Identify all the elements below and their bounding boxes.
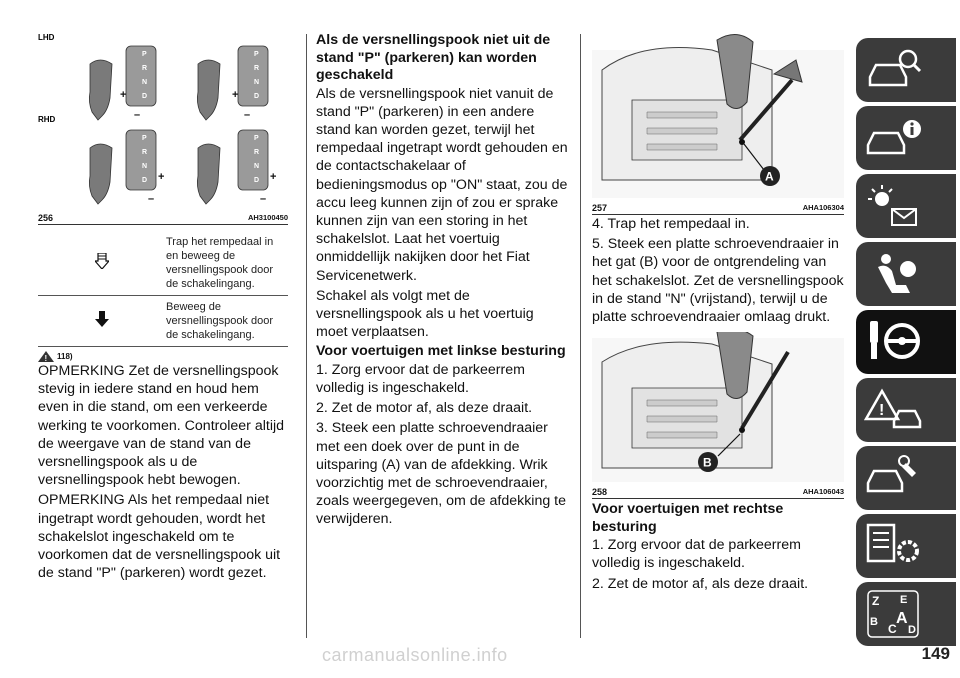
symbol-description: Beweeg de versnellingspook door de schakelingang. <box>166 296 288 347</box>
svg-text:Z: Z <box>872 594 880 608</box>
figure-number: 257 <box>592 203 608 213</box>
svg-text:R: R <box>142 65 148 72</box>
symbol-description: Trap het rempedaal in en beweeg de versnellingspook door de schakelingang. <box>166 236 274 290</box>
body-paragraph: Als de versnellingspook niet vanuit de stand "P" (parkeren) in een andere stand kan worden gezet, terwijl het rempedaal ingetrapt wordt gehouden en de contactschakelaar of bedieningsmodus op "ON" staat, zou de accu leeg kunnen zijn of zou er sprake kunnen zijn van een storing in het schakelslot. Laat het voertuig onmiddellijk nakijken door het Fiat Servicenetwerk. <box>316 85 568 284</box>
svg-text:–: – <box>134 109 141 121</box>
figure-number: 258 <box>592 487 608 498</box>
svg-text:–: – <box>148 193 155 205</box>
step-item: 1. Zorg ervoor dat de parkeerrem volledig is ingeschakeld. <box>592 537 801 572</box>
svg-text:N: N <box>254 79 260 86</box>
warning-triangle-icon <box>38 351 54 362</box>
step-item: 5. Steek een platte schroevendraaier in het gat (B) voor de ontgrendeling van het schakelslot. Zet de versnellingspook in de stand "N" (vrijstand), terwijl u de platte schroevendraaier omlaag drukt. <box>592 236 844 326</box>
figure-code: AHA106043 <box>802 487 844 497</box>
lhd-label: LHD <box>38 33 55 42</box>
svg-text:A: A <box>896 610 908 627</box>
svg-text:!: ! <box>44 354 48 362</box>
seat-airbag-icon <box>864 249 924 299</box>
move-arrow-icon <box>38 296 166 347</box>
chapter-tab-emergency[interactable] <box>856 378 956 442</box>
callout-a: A <box>765 169 774 184</box>
data-settings-icon <box>864 521 924 571</box>
figure-257 <box>592 30 844 215</box>
column-1 <box>38 30 288 584</box>
section-heading: Als de versnellingspook niet uit de stand "P" (parkeren) kan worden geschakeld <box>316 32 551 83</box>
figure-caption-257 <box>592 203 844 215</box>
svg-text:E: E <box>900 594 908 606</box>
shiftlock-release-illustration <box>592 332 844 482</box>
svg-text:P: P <box>142 51 147 58</box>
column-3 <box>592 30 844 595</box>
step-item: 3. Steek een platte schroevendraaier met een doek over de punt in de uitsparing (A) van de afdekking. Wrik voorzichtig met de schroevendraaier, zoals weergegeven, om de afdekking te verwijderen. <box>316 420 567 528</box>
body-paragraph: Schakel als volgt met de versnellingspook als u het voertuig moet verplaatsen. <box>316 287 534 341</box>
svg-text:C: C <box>888 622 897 636</box>
pedal-and-move-arrow-icon <box>38 231 166 296</box>
figure-caption-258 <box>592 487 844 499</box>
svg-text:R: R <box>254 65 260 72</box>
svg-text:N: N <box>142 163 148 170</box>
column-divider <box>580 34 581 638</box>
svg-text:P: P <box>254 51 259 58</box>
chapter-tab-technical-data[interactable] <box>856 514 956 578</box>
chapter-tab-warning-lights[interactable] <box>856 174 956 238</box>
column-2 <box>316 30 568 531</box>
alphabet-index-icon <box>864 589 924 639</box>
svg-text:–: – <box>244 109 251 121</box>
note-paragraph: OPMERKING Zet de versnellingspook stevig in iedere stand en houd hem even in die stand, om een verkeerde werking te voorkomen. Controleer altijd de weergave van de stand van de versnellingspook als u de versnellingspook hebt bewogen. <box>38 363 285 489</box>
gear-selector-illustration <box>38 30 288 208</box>
svg-text:B: B <box>870 616 878 628</box>
figure-258 <box>592 332 844 499</box>
table-row <box>38 296 288 347</box>
figure-code: AHA106304 <box>802 203 844 212</box>
svg-text:N: N <box>254 163 260 170</box>
figure-256 <box>38 30 288 225</box>
svg-text:!: ! <box>879 402 885 419</box>
svg-text:–: – <box>260 193 267 205</box>
svg-text:N: N <box>142 79 148 86</box>
car-service-icon <box>864 453 924 503</box>
shifter-cover-illustration <box>592 30 844 198</box>
svg-text:P: P <box>142 135 147 142</box>
svg-text:R: R <box>142 149 148 156</box>
svg-text:D: D <box>142 177 148 184</box>
svg-text:D: D <box>908 624 916 636</box>
car-info-icon <box>864 113 924 163</box>
note-paragraph: OPMERKING Als het rempedaal niet ingetrapt wordt gehouden, wordt het schakelslot ingeschakeld om te voorkomen dat de versnellingspook uit de stand "P" (parkeren) wordt gezet. <box>38 492 281 582</box>
table-row <box>38 231 288 296</box>
chapter-tab-starting-driving[interactable] <box>856 310 956 374</box>
chapter-tab-index[interactable] <box>856 582 956 646</box>
chapter-tab-car-search[interactable] <box>856 38 956 102</box>
warning-lights-mail-icon <box>864 181 924 231</box>
symbol-table <box>38 231 288 347</box>
step-item: 1. Zorg ervoor dat de parkeerrem volledig is ingeschakeld. <box>316 361 525 397</box>
figure-code: AH3100450 <box>247 213 288 222</box>
rhd-label: RHD <box>38 115 56 124</box>
svg-text:P: P <box>254 135 259 142</box>
chapter-tab-service[interactable] <box>856 446 956 510</box>
key-steering-wheel-icon <box>864 317 924 367</box>
step-item: 4. Trap het rempedaal in. <box>592 216 750 232</box>
svg-text:D: D <box>142 93 148 100</box>
chapter-tab-car-info[interactable] <box>856 106 956 170</box>
warning-reference: ! 118) <box>38 351 288 362</box>
svg-text:D: D <box>254 93 260 100</box>
section-heading: Voor voertuigen met linkse besturing <box>316 343 566 360</box>
svg-text:+: + <box>232 89 239 101</box>
svg-text:+: + <box>158 171 165 183</box>
section-heading: Voor voertuigen met rechtse besturing <box>592 501 784 535</box>
column-divider <box>306 34 307 638</box>
figure-number: 256 <box>38 213 54 223</box>
watermark: carmanualsonline.info <box>322 645 508 665</box>
svg-text:R: R <box>254 149 260 156</box>
page-number: 149 <box>921 644 950 663</box>
figure-caption-256 <box>38 213 288 225</box>
svg-text:+: + <box>270 171 277 183</box>
step-item: 2. Zet de motor af, als deze draait. <box>316 400 533 417</box>
chapter-tab-safety[interactable] <box>856 242 956 306</box>
car-warning-icon <box>864 385 924 435</box>
callout-b: B <box>703 455 712 470</box>
car-search-icon <box>864 45 924 95</box>
svg-text:D: D <box>254 177 260 184</box>
step-item: 2. Zet de motor af, als deze draait. <box>592 575 809 592</box>
svg-text:+: + <box>120 89 127 101</box>
